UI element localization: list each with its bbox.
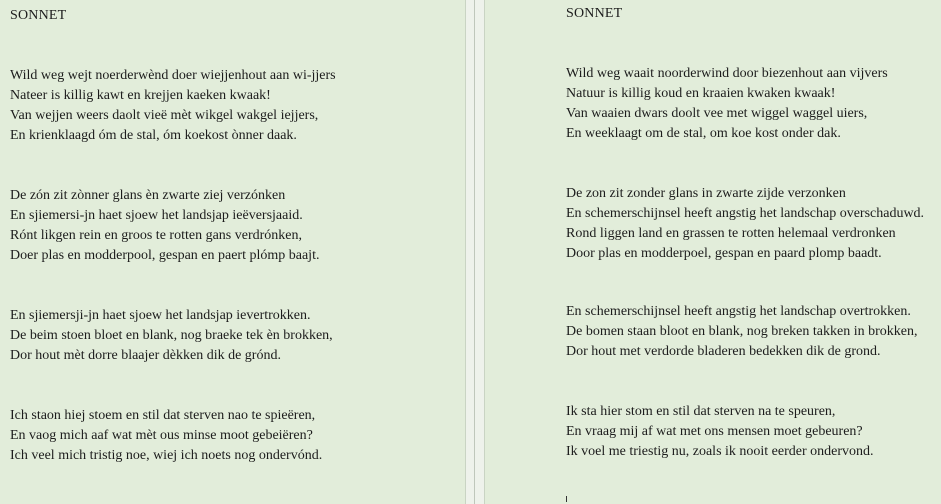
poem-title: SONNET [566, 6, 623, 21]
stanza-3 [566, 302, 917, 362]
poem-line: En weeklaagt om de stal, om koe kost onder dak. [566, 126, 841, 141]
poem-line: Door plas en modderpoel, gespan en paard plomp baadt. [566, 246, 882, 261]
poem-line: En schemerschijnsel heeft angstig het landschap overschaduwd. [566, 206, 925, 221]
poem-line: Doer plas en modderpool, gespan en paert plómp baajt. [10, 248, 320, 263]
poem-line: Rond liggen land en grassen te rotten helemaal verdronken [566, 226, 896, 241]
poem-line: Ich veel mich tristig noe, wiej ich noets nog ondervónd. [10, 448, 323, 463]
poem-line: Van wejjen weers daolt vieë mèt wikgel wakgel iejjers, [10, 108, 319, 123]
stanza-3 [10, 306, 333, 366]
poem-line: Wild weg waait noorderwind door biezenhout aan vijvers [566, 66, 888, 81]
poem-line: Natuur is killig koud en kraaien kwaken kwaak! [566, 86, 836, 101]
poem-line: Ik voel me triestig nu, zoals ik nooit eerder ondervond. [566, 444, 874, 459]
poem-line: Rónt likgen rein en groos te rotten gans verdrónken, [10, 228, 302, 243]
page-gutter [466, 0, 484, 504]
gutter-divider [474, 0, 475, 504]
stanza-1 [566, 64, 888, 144]
poem-line: Dor hout mèt dorre blaajer dèkken dik de grónd. [10, 348, 281, 363]
poem-line: Dor hout met verdorde bladeren bedekken dik de grond. [566, 344, 881, 359]
poem-line: En sjiemersi-jn haet sjoew het landsjap ieëversjaaid. [10, 208, 303, 223]
stanza-4 [566, 402, 874, 462]
stanza-4 [10, 406, 322, 466]
poem-title: SONNET [10, 8, 67, 23]
poem-line: De bomen staan bloot en blank, nog breken takken in brokken, [566, 324, 918, 339]
poem-line: En vaog mich aaf wat mèt ous minse moot gebeiëren? [10, 428, 313, 443]
dialect-poem-page [0, 0, 466, 504]
poem-line: En schemerschijnsel heeft angstig het landschap overtrokken. [566, 304, 911, 319]
poem-line: En krienklaagd óm de stal, óm koekost ònner daak. [10, 128, 297, 143]
poem-line: De zon zit zonder glans in zwarte zijde verzonken [566, 186, 846, 201]
stanza-2 [10, 186, 319, 266]
poem-line: Van waaien dwars doolt vee met wiggel waggel uiers, [566, 106, 868, 121]
poem-line: En vraag mij af wat met ons mensen moet gebeuren? [566, 424, 863, 439]
poem-line: En sjiemersji-jn haet sjoew het landsjap ievertrokken. [10, 308, 311, 323]
stanza-1 [10, 66, 336, 146]
poem-line: Ich staon hiej stoem en stil dat sterven nao te spieëren, [10, 408, 316, 423]
poem-line: Ik sta hier stom en stil dat sterven na te speuren, [566, 404, 836, 419]
dutch-translation-page [484, 0, 941, 504]
poem-line: De beim stoen bloet en blank, nog braeke tek èn brokken, [10, 328, 333, 343]
poem-line: Wild weg wejt noerderwènd doer wiejjenhout aan wi-jjers [10, 68, 336, 83]
poem-line: Nateer is killig kawt en krejjen kaeken kwaak! [10, 88, 271, 103]
poem-line: De zón zit zònner glans èn zwarte ziej verzónken [10, 188, 286, 203]
stanza-2 [566, 184, 924, 264]
text-cursor [566, 496, 567, 502]
